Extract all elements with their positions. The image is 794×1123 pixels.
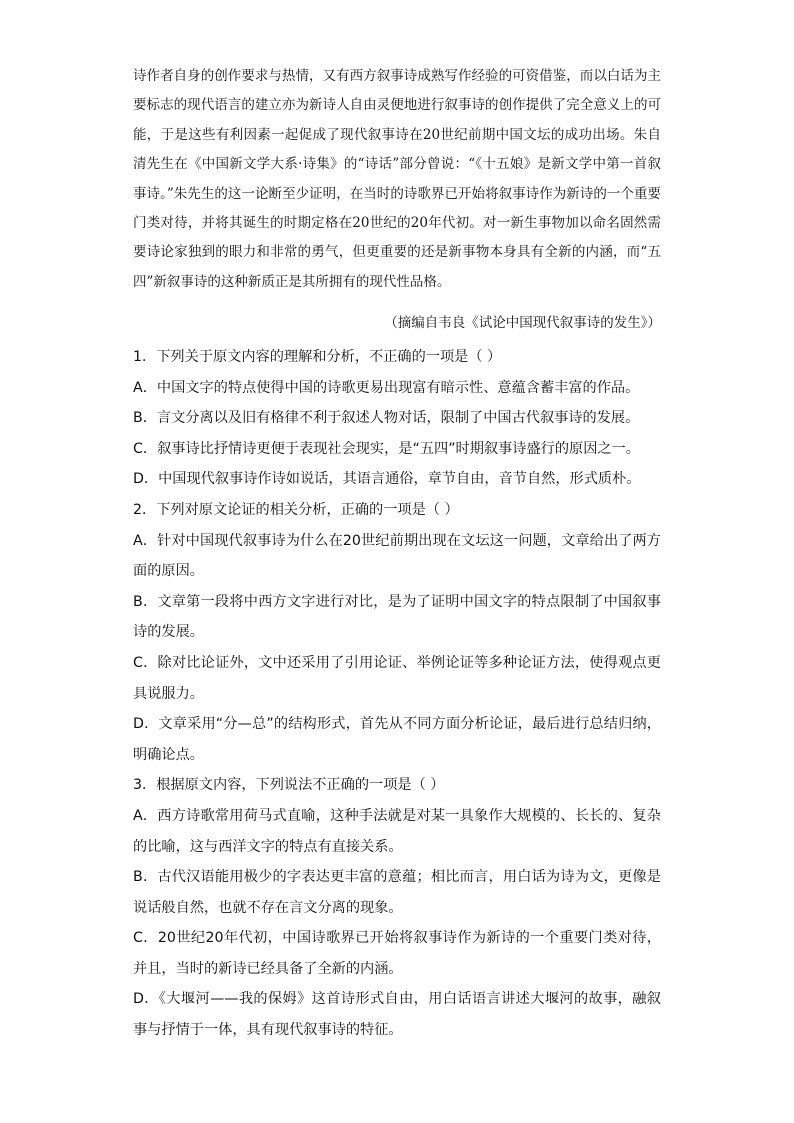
question-3-option-c: C．20世纪20年代初，中国诗歌界已开始将叙事诗作为新诗的一个重要门类对待，并且，当时的新诗已经具备了全新的内涵。: [133, 930, 661, 977]
question-3-option-b: B．古代汉语能用极少的字表达更丰富的意蕴；相比而言，用白话为诗为文，更像是说话般自然，也就不存在言文分离的现象。: [133, 869, 661, 916]
question-2-option-a: A．针对中国现代叙事诗为什么在20世纪前期出现在文坛这一问题，文章给出了两方面的原因。: [133, 532, 661, 580]
question-3-option-a: A．西方诗歌常用荷马式直喻，这种手法就是对某一具象作大规模的、长长的、复杂的比喻，这与西洋文字的特点有直接关系。: [133, 807, 661, 855]
question-1-option-d: D．中国现代叙事诗作诗如说话，其语言通俗，章节自由，音节自然，形式质朴。: [133, 471, 641, 488]
question-2-option-d: D．文章采用“分—总”的结构形式，首先从不同方面分析论证，最后进行总结归纳，明确论点。: [133, 716, 661, 763]
passage-body: [133, 62, 661, 297]
question-1-option-c: C．叙事诗比抒情诗更便于表现社会现实，是“五四”时期叙事诗盛行的原因之一。: [133, 440, 640, 457]
question-2-option-c: C．除对比论证外，文中还采用了引用论证、举例论证等多种论证方法，使得观点更具说服力。: [133, 654, 661, 702]
question-1-option-a: A．中国文字的特点使得中国的诗歌更易出现富有暗示性、意蕴含蓄丰富的作品。: [133, 379, 640, 396]
question-1-stem: 1．下列关于原文内容的理解和分析，不正确的一项是（ ）: [133, 349, 502, 365]
question-3-stem: 3．根据原文内容，下列说法不正确的一项是（ ）: [133, 777, 445, 794]
question-3-option-d: D．《大堰河——我的保姆》这首诗形式自由，用白话语言讲述大堰河的故事，融叙事与抒情于一体，具有现代叙事诗的特征。: [133, 991, 661, 1039]
question-list: [133, 342, 661, 1046]
question-2-option-b: B．文章第一段将中西方文字进行对比，是为了证明中国文字的特点限制了中国叙事诗的发展。: [133, 593, 661, 641]
passage-source: （摘编自韦良《试论中国现代叙事诗的发生》）: [384, 315, 661, 331]
question-1-option-b: B．言文分离以及旧有格律不利于叙述人物对话，限制了中国古代叙事诗的发展。: [133, 410, 640, 427]
question-2-stem: 2．下列对原文论证的相关分析，正确的一项是（ ）: [133, 501, 459, 518]
passage-paragraph: 诗作者自身的创作要求与热情，又有西方叙事诗成熟写作经验的可资借鉴，而以白话为主要标志的现代语言的建立亦为新诗人自由灵便地进行叙事诗的创作提供了完全意义上的可能，于是这些有利因素一起促成了现代叙事诗在20世纪前期中国文坛的成功出场。朱自清先生在《中国新文学大系·诗集》的“诗话”部分曾说：“《十五娘》是新文学中第一首叙事诗。”朱先生的这一论断至少证明，在当时的诗歌界已开始将叙事诗作为新诗的一个重要门类对待，并将其诞生的时期定格在20世纪的20年代初。对一新生事物加以命名固然需要诗论家独到的眼力和非常的勇气，但更重要的还是新事物本身具有全新的内涵，而“五四”新叙事诗的这种新质正是其所拥有的现代性品格。: [133, 68, 661, 290]
